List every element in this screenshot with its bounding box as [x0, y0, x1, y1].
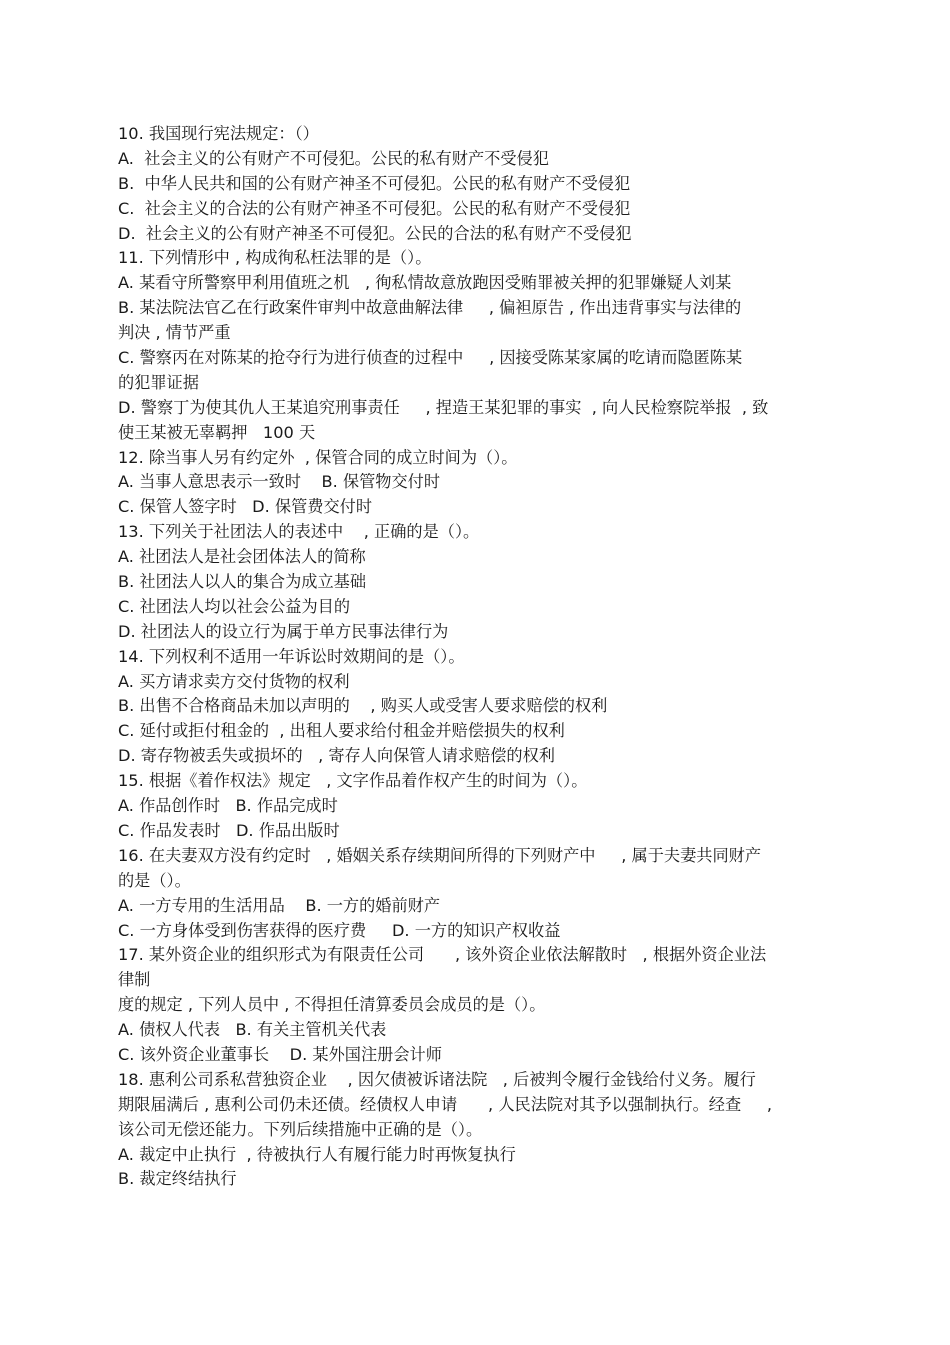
question-14-option-d: D. 寄存物被丢失或损坏的 , 寄存人向保管人请求赔偿的权利: [118, 746, 555, 766]
question-14-option-b: B. 出售不合格商品未加以声明的 , 购买人或受害人要求赔偿的权利: [118, 696, 608, 716]
question-13-option-b: B. 社团法人以人的集合为成立基础: [118, 572, 367, 592]
question-11-option-c-cont: 的犯罪证据: [118, 372, 199, 392]
question-16-options-ab: A. 一方专用的生活用品 B. 一方的婚前财产: [118, 895, 441, 915]
question-11-option-d: D. 警察丁为使其仇人王某追究刑事责任 , 捏造王某犯罪的事实 , 向人民检察院举报 , 致: [118, 397, 769, 417]
question-11-option-a: A. 某看守所警察甲利用值班之机 , 徇私情故意放跑因受贿罪被关押的犯罪嫌疑人刘某: [118, 273, 732, 293]
question-15-options-cd: C. 作品发表时 D. 作品出版时: [118, 820, 340, 840]
question-11-option-c: C. 警察丙在对陈某的抢夺行为进行侦查的过程中 , 因接受陈某家属的吃请而隐匿陈某: [118, 348, 743, 368]
question-11-stem: 11. 下列情形中 , 构成徇私枉法罪的是（）。: [118, 248, 432, 268]
question-12-options-ab: A. 当事人意思表示一致时 B. 保管物交付时: [118, 472, 441, 492]
document-page: [118, 122, 818, 1192]
question-18-option-b: B. 裁定终结执行: [118, 1169, 237, 1189]
question-11-option-b-cont: 判决 , 情节严重: [118, 323, 231, 343]
question-10-stem: 10. 我国现行宪法规定：（）: [118, 124, 319, 143]
question-17-stem-cont-1: 律制: [118, 970, 151, 990]
question-18-stem: 18. 惠利公司系私营独资企业 , 因欠债被诉诸法院 , 后被判令履行金钱给付义务。履行: [118, 1069, 756, 1089]
question-11-option-b: B. 某法院法官乙在行政案件审判中故意曲解法律 , 偏袒原告 , 作出违背事实与法律的: [118, 298, 742, 318]
question-17-options-cd: C. 该外资企业董事长 D. 某外国注册会计师: [118, 1044, 442, 1064]
question-16-stem: 16. 在夫妻双方没有约定时 , 婚姻关系存续期间所得的下列财产中 , 属于夫妻共同财产: [118, 845, 762, 865]
question-16-options-cd: C. 一方身体受到伤害获得的医疗费 D. 一方的知识产权收益: [118, 920, 561, 940]
question-13-option-a: A. 社团法人是社会团体法人的简称: [118, 547, 366, 567]
question-10-option-c: C. 社会主义的合法的公有财产神圣不可侵犯。公民的私有财产不受侵犯: [118, 198, 631, 218]
question-10-option-d: D. 社会主义的公有财产神圣不可侵犯。公民的合法的私有财产不受侵犯: [118, 223, 632, 243]
question-16-stem-cont: 的是（）。: [118, 870, 191, 890]
question-14-stem: 14. 下列权利不适用一年诉讼时效期间的是（）。: [118, 646, 465, 666]
question-12-options-cd: C. 保管人签字时 D. 保管费交付时: [118, 497, 373, 517]
question-14-option-a: A. 买方请求卖方交付货物的权利: [118, 671, 350, 691]
question-17-options-ab: A. 债权人代表 B. 有关主管机关代表: [118, 1020, 387, 1040]
question-13-option-d: D. 社团法人的设立行为属于单方民事法律行为: [118, 621, 449, 641]
question-13-option-c: C. 社团法人均以社会公益为目的: [118, 596, 351, 616]
question-10-option-b: B. 中华人民共和国的公有财产神圣不可侵犯。公民的私有财产不受侵犯: [118, 173, 631, 193]
question-12-stem: 12. 除当事人另有约定外 , 保管合同的成立时间为（）。: [118, 447, 518, 467]
question-10-option-a: A. 社会主义的公有财产不可侵犯。公民的私有财产不受侵犯: [118, 148, 549, 168]
question-11-option-d-cont: 使王某被无辜羁押 100 天: [118, 422, 316, 442]
question-17-stem: 17. 某外资企业的组织形式为有限责任公司 , 该外资企业依法解散时 , 根据外资企业法: [118, 945, 767, 965]
question-14-option-c: C. 延付或拒付租金的 , 出租人要求给付租金并赔偿损失的权利: [118, 721, 565, 741]
question-17-stem-cont-2: 度的规定 , 下列人员中 , 不得担任清算委员会成员的是（）。: [118, 995, 546, 1015]
question-18-option-a: A. 裁定中止执行 , 待被执行人有履行能力时再恢复执行: [118, 1144, 516, 1164]
question-18-stem-cont-1: 期限届满后 , 惠利公司仍未还债。经债权人申请 , 人民法院对其予以强制执行。经查 ,: [118, 1094, 773, 1114]
question-15-stem: 15. 根据《着作权法》规定 , 文字作品着作权产生的时间为（）。: [118, 771, 588, 791]
question-15-options-ab: A. 作品创作时 B. 作品完成时: [118, 796, 338, 816]
question-13-stem: 13. 下列关于社团法人的表述中 , 正确的是（）。: [118, 522, 480, 542]
question-18-stem-cont-2: 该公司无偿还能力。下列后续措施中正确的是（）。: [118, 1119, 483, 1139]
